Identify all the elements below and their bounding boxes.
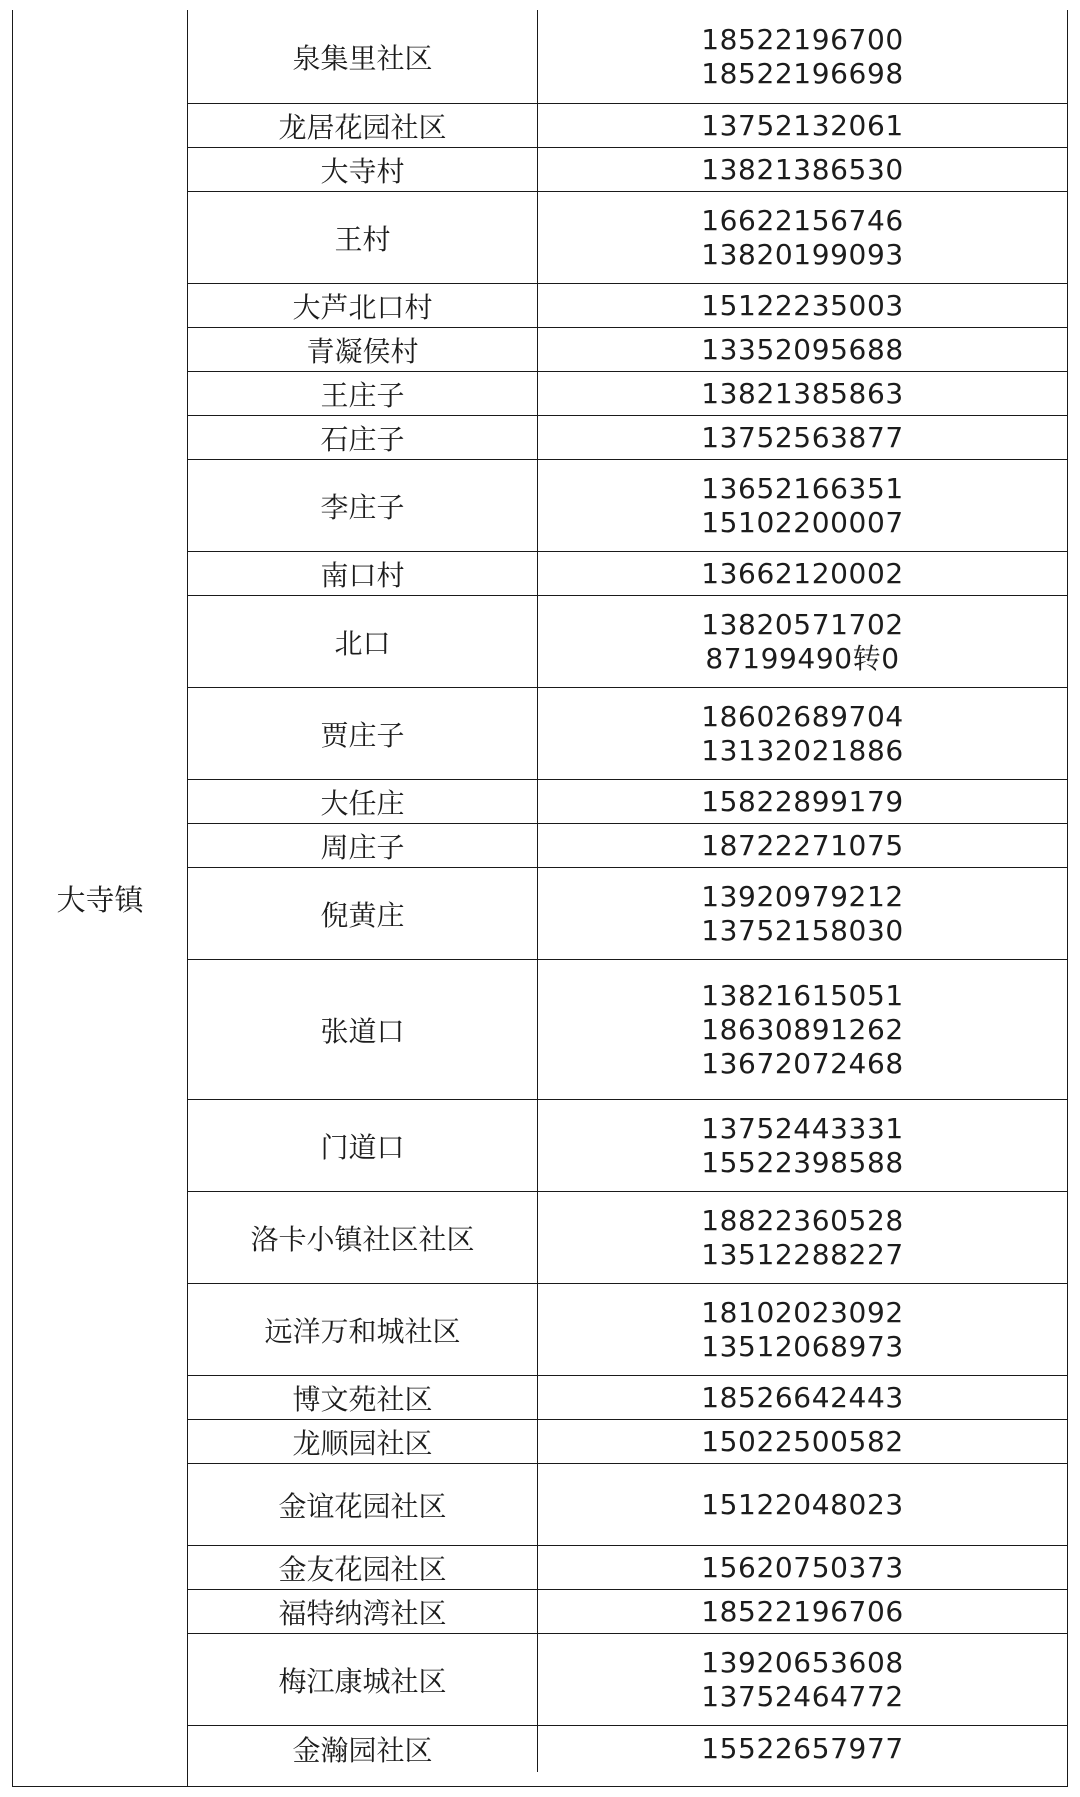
phone-number: 15522657977 bbox=[701, 1732, 904, 1765]
community-name: 金瀚园社区 bbox=[188, 1726, 538, 1772]
community-name: 王村 bbox=[188, 192, 538, 283]
phone-number: 18522196700 bbox=[701, 22, 904, 56]
phone-number: 13662120002 bbox=[701, 556, 904, 590]
phone-number: 13821386530 bbox=[701, 152, 904, 186]
phone-number: 15022500582 bbox=[701, 1424, 904, 1458]
table-row bbox=[188, 192, 1067, 284]
phone-cell bbox=[538, 824, 1067, 867]
phone-cell bbox=[538, 148, 1067, 191]
phone-cell bbox=[538, 10, 1067, 103]
phone-cell bbox=[538, 460, 1067, 551]
table-row bbox=[188, 780, 1067, 824]
phone-number: 13652166351 bbox=[701, 471, 904, 505]
community-name: 倪黄庄 bbox=[188, 868, 538, 959]
table-row bbox=[188, 148, 1067, 192]
phone-cell bbox=[538, 960, 1067, 1099]
phone-cell bbox=[538, 284, 1067, 327]
phone-cell bbox=[538, 372, 1067, 415]
community-name: 泉集里社区 bbox=[188, 10, 538, 103]
community-name: 龙顺园社区 bbox=[188, 1420, 538, 1463]
table-row bbox=[188, 688, 1067, 780]
table-row bbox=[188, 960, 1067, 1100]
table-row bbox=[188, 868, 1067, 960]
phone-number: 15122048023 bbox=[701, 1487, 904, 1521]
community-name: 洛卡小镇社区社区 bbox=[188, 1192, 538, 1283]
community-name: 博文苑社区 bbox=[188, 1376, 538, 1419]
table-row bbox=[188, 1546, 1067, 1590]
phone-number: 13820571702 bbox=[701, 607, 904, 641]
phone-number: 13512068973 bbox=[701, 1329, 904, 1363]
community-name: 青凝侯村 bbox=[188, 328, 538, 371]
community-name: 大芦北口村 bbox=[188, 284, 538, 327]
community-name: 福特纳湾社区 bbox=[188, 1590, 538, 1633]
phone-cell bbox=[538, 596, 1067, 687]
community-name: 大任庄 bbox=[188, 780, 538, 823]
phone-number: 13672072468 bbox=[701, 1046, 904, 1080]
table-row bbox=[188, 824, 1067, 868]
phone-number: 18630891262 bbox=[701, 1012, 904, 1046]
table-row bbox=[188, 328, 1067, 372]
phone-cell bbox=[538, 1726, 1067, 1772]
community-name: 周庄子 bbox=[188, 824, 538, 867]
phone-cell bbox=[538, 1192, 1067, 1283]
table-row bbox=[188, 104, 1067, 148]
community-name: 李庄子 bbox=[188, 460, 538, 551]
phone-number: 18722271075 bbox=[701, 828, 904, 862]
phone-number: 87199490转0 bbox=[705, 641, 900, 675]
community-name: 远洋万和城社区 bbox=[188, 1284, 538, 1375]
phone-cell bbox=[538, 416, 1067, 459]
table-row bbox=[188, 460, 1067, 552]
phone-cell bbox=[538, 1284, 1067, 1375]
phone-cell bbox=[538, 780, 1067, 823]
phone-cell bbox=[538, 104, 1067, 147]
phone-number: 13752563877 bbox=[701, 420, 904, 454]
phone-number: 13820199093 bbox=[701, 237, 904, 271]
community-name: 龙居花园社区 bbox=[188, 104, 538, 147]
phone-number: 13752158030 bbox=[701, 913, 904, 947]
town-name: 大寺镇 bbox=[56, 882, 144, 917]
community-name: 石庄子 bbox=[188, 416, 538, 459]
phone-number: 13132021886 bbox=[701, 733, 904, 767]
phone-cell bbox=[538, 1634, 1067, 1725]
table-row bbox=[188, 1100, 1067, 1192]
phone-number: 13752464772 bbox=[701, 1679, 904, 1713]
table-row bbox=[188, 284, 1067, 328]
town-cell bbox=[13, 10, 188, 1786]
table-row bbox=[188, 1284, 1067, 1376]
phone-cell bbox=[538, 1376, 1067, 1419]
phone-number: 18602689704 bbox=[701, 699, 904, 733]
community-name: 南口村 bbox=[188, 552, 538, 595]
phone-number: 13920979212 bbox=[701, 879, 904, 913]
community-name: 金友花园社区 bbox=[188, 1546, 538, 1589]
table-row bbox=[188, 1420, 1067, 1464]
table-row bbox=[188, 416, 1067, 460]
phone-number: 15122235003 bbox=[701, 288, 904, 322]
table-row bbox=[188, 10, 1067, 104]
contact-table bbox=[12, 10, 1068, 1787]
phone-cell bbox=[538, 1100, 1067, 1191]
table-row bbox=[188, 1376, 1067, 1420]
phone-number: 13821615051 bbox=[701, 978, 904, 1012]
phone-cell bbox=[538, 688, 1067, 779]
phone-number: 13920653608 bbox=[701, 1645, 904, 1679]
table-row bbox=[188, 372, 1067, 416]
phone-cell bbox=[538, 328, 1067, 371]
community-name: 张道口 bbox=[188, 960, 538, 1099]
phone-number: 18522196698 bbox=[701, 56, 904, 90]
table-row bbox=[188, 596, 1067, 688]
phone-number: 16622156746 bbox=[701, 203, 904, 237]
table-row bbox=[188, 1192, 1067, 1284]
community-name: 大寺村 bbox=[188, 148, 538, 191]
community-name: 梅江康城社区 bbox=[188, 1634, 538, 1725]
phone-number: 18526642443 bbox=[701, 1380, 904, 1414]
community-name: 贾庄子 bbox=[188, 688, 538, 779]
phone-cell bbox=[538, 1464, 1067, 1545]
phone-cell bbox=[538, 1546, 1067, 1589]
community-name: 北口 bbox=[188, 596, 538, 687]
phone-cell bbox=[538, 192, 1067, 283]
table-row bbox=[188, 1590, 1067, 1634]
table-body bbox=[188, 10, 1067, 1786]
phone-cell bbox=[538, 868, 1067, 959]
phone-cell bbox=[538, 552, 1067, 595]
table-row bbox=[188, 1726, 1067, 1772]
phone-number: 18822360528 bbox=[701, 1203, 904, 1237]
community-name: 王庄子 bbox=[188, 372, 538, 415]
community-name: 门道口 bbox=[188, 1100, 538, 1191]
phone-number: 15522398588 bbox=[701, 1145, 904, 1179]
table-row bbox=[188, 552, 1067, 596]
phone-number: 13512288227 bbox=[701, 1237, 904, 1271]
table-row bbox=[188, 1464, 1067, 1546]
phone-number: 15822899179 bbox=[701, 784, 904, 818]
phone-cell bbox=[538, 1420, 1067, 1463]
phone-number: 13352095688 bbox=[701, 332, 904, 366]
phone-number: 13752443331 bbox=[701, 1111, 904, 1145]
phone-number: 13821385863 bbox=[701, 376, 904, 410]
phone-cell bbox=[538, 1590, 1067, 1633]
phone-number: 13752132061 bbox=[701, 108, 904, 142]
phone-number: 15102200007 bbox=[701, 505, 904, 539]
phone-number: 18102023092 bbox=[701, 1295, 904, 1329]
community-name: 金谊花园社区 bbox=[188, 1464, 538, 1545]
phone-number: 15620750373 bbox=[701, 1550, 904, 1584]
table-row bbox=[188, 1634, 1067, 1726]
phone-number: 18522196706 bbox=[701, 1594, 904, 1628]
